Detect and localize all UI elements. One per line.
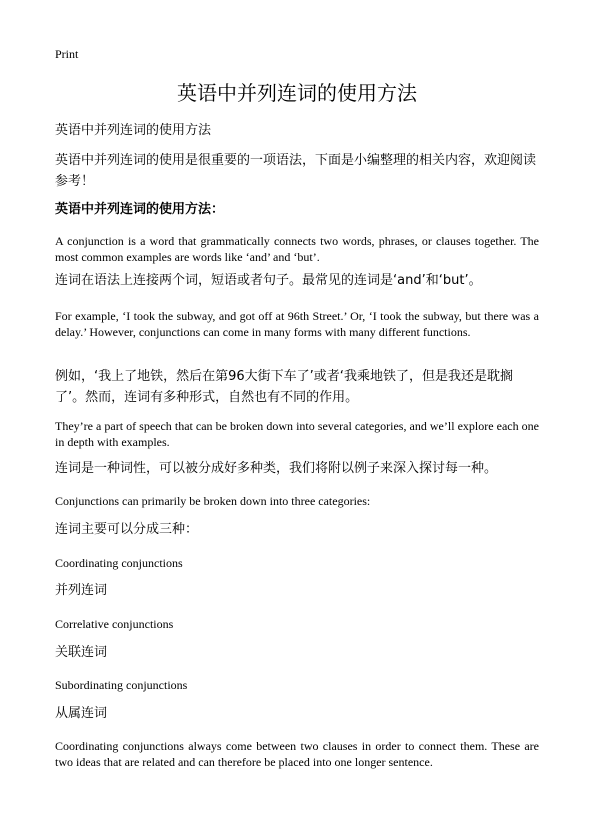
- section-heading: 英语中并列连词的使用方法：: [55, 202, 225, 217]
- paragraph-zh-4: 连词主要可以分成三种：: [55, 522, 199, 537]
- list-item-coordinating-en: Coordinating conjunctions: [55, 556, 183, 570]
- paragraph-zh-1: 连词在语法上连接两个词，短语或者句子。最常见的连词是‘and’和‘but’。: [55, 273, 482, 288]
- paragraph-en-2: For example, ‘I took the subway, and got off at 96th Street.’ Or, ‘I took the subway, but there was a delay.’ However, conjunctions can come in many forms with many different functions.: [55, 309, 539, 339]
- print-link[interactable]: Print: [55, 47, 79, 61]
- paragraph-en-1: A conjunction is a word that grammatically connects two words, phrases, or clauses together. The most common examples are words like ‘and’ and ‘but’.: [55, 234, 539, 264]
- list-item-subordinating-en: Subordinating conjunctions: [55, 678, 188, 692]
- list-item-correlative-en: Correlative conjunctions: [55, 617, 174, 631]
- paragraph-en-4: Conjunctions can primarily be broken down into three categories:: [55, 494, 371, 508]
- list-item-subordinating-zh: 从属连词: [55, 706, 108, 721]
- list-item-correlative-zh: 关联连词: [55, 645, 108, 660]
- article-subtitle: 英语中并列连词的使用方法: [55, 123, 212, 138]
- paragraph-zh-3: 连词是一种词性，可以被分成好多种类，我们将附以例子来深入探讨每一种。: [55, 461, 498, 476]
- article-title: 英语中并列连词的使用方法: [177, 81, 417, 105]
- list-item-coordinating-zh: 并列连词: [55, 583, 108, 598]
- paragraph-zh-2: 例如，‘我上了地铁，然后在第96大街下车了’或者‘我乘地铁了，但是我还是耽搁了’。然而，连词有多种形式，自然也有不同的作用。: [55, 369, 513, 405]
- paragraph-en-5: Coordinating conjunctions always come between two clauses in order to connect them. These are two ideas that are related and can therefore be placed into one longer sentence.: [55, 739, 539, 769]
- intro-paragraph: 英语中并列连词的使用是很重要的一项语法，下面是小编整理的相关内容，欢迎阅读参考！: [55, 153, 537, 189]
- paragraph-en-3: They’re a part of speech that can be broken down into several categories, and we’ll explore each one in depth with examples.: [55, 419, 539, 449]
